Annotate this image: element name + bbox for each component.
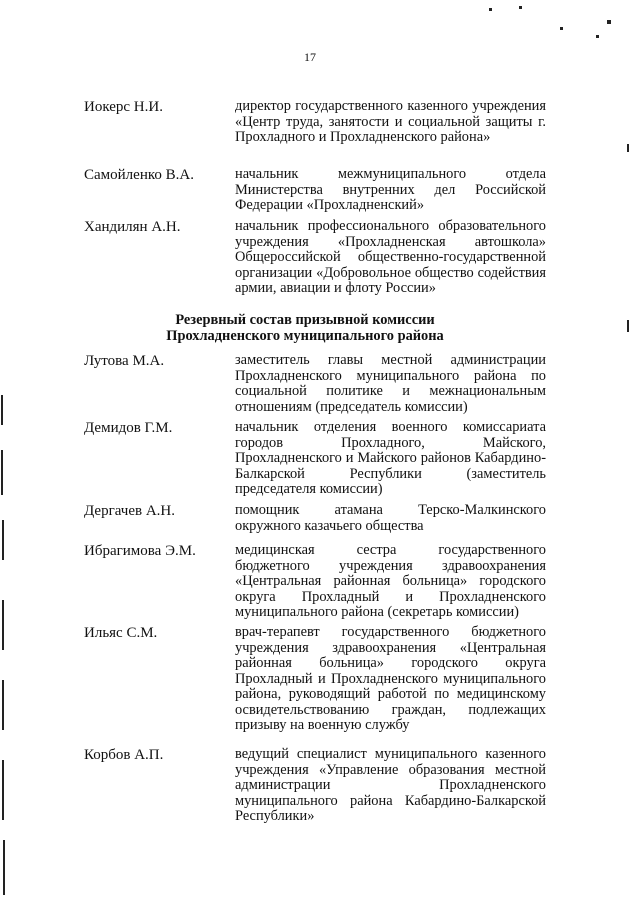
reserve-heading-line2: Прохладненского муниципального района bbox=[166, 327, 444, 344]
member-description: заместитель главы местной администрации Прохладненского муниципального района по социальной политике и межнациональным отношениям (председатель комиссии) bbox=[235, 352, 546, 415]
member-name: Лутова М.А. bbox=[84, 353, 165, 369]
member-description: начальник отделения военного комиссариата городов Прохладного, Майского, Прохладненского и Майского районов Кабардино-Балкарской Республики (заместитель председателя комиссии) bbox=[235, 419, 546, 497]
scan-edge-mark bbox=[2, 600, 4, 650]
member-description: начальник профессионального образовательного учреждения «Прохладненская автошкола» Общероссийской общественно-государственной организации «Добровольное общество содействия армии, авиации и флоту России» bbox=[235, 218, 546, 296]
scan-speck bbox=[596, 35, 599, 38]
member-description: врач-терапевт государственного бюджетного учреждения здравоохранения «Центральная районная больница» городского округа Прохладный и Прохладненского муниципального района, руководящий работой по медицинскому освидетельствованию граждан, подлежащих призыву на военную службу bbox=[235, 624, 546, 733]
scan-speck bbox=[560, 27, 563, 30]
member-description: директор государственного казенного учреждения «Центр труда, занятости и социальной защиты г. Прохладного и Прохладненского района» bbox=[235, 98, 546, 145]
scan-edge-mark bbox=[3, 840, 5, 895]
member-name: Хандилян А.Н. bbox=[84, 219, 181, 235]
reserve-heading bbox=[150, 313, 460, 344]
member-name: Иокерс Н.И. bbox=[84, 99, 163, 115]
member-name: Ибрагимова Э.М. bbox=[84, 543, 196, 559]
member-name: Самойленко В.А. bbox=[84, 167, 194, 183]
scan-speck bbox=[627, 320, 629, 332]
scan-edge-mark bbox=[1, 450, 3, 495]
member-description: помощник атамана Терско-Малкинского окружного казачьего общества bbox=[235, 502, 546, 534]
member-name: Ильяс С.М. bbox=[84, 625, 158, 641]
scan-edge-mark bbox=[1, 395, 3, 425]
member-name: Дергачев А.Н. bbox=[84, 503, 175, 519]
page-number: 17 bbox=[304, 50, 316, 64]
scan-speck bbox=[519, 6, 522, 9]
member-description: медицинская сестра государственного бюджетного учреждения здравоохранения «Центральная районная больница» городского округа Прохладный и Прохладненского муниципального района (секретарь комиссии) bbox=[235, 542, 546, 620]
reserve-heading-line1: Резервный состав призывной комиссии bbox=[175, 312, 435, 328]
scan-edge-mark bbox=[2, 680, 4, 730]
scan-edge-mark bbox=[2, 520, 4, 560]
member-name: Демидов Г.М. bbox=[84, 420, 173, 436]
member-description: ведущий специалист муниципального казенного учреждения «Управление образования местной администрации Прохладненского муниципального района Кабардино-Балкарской Республики» bbox=[235, 746, 546, 824]
scan-speck bbox=[489, 8, 492, 11]
scan-edge-mark bbox=[2, 760, 4, 820]
scan-speck bbox=[627, 144, 629, 152]
member-description: начальник межмуниципального отдела Министерства внутренних дел Российской Федерации «Прохладненский» bbox=[235, 166, 546, 213]
scan-speck bbox=[607, 20, 611, 24]
member-name: Корбов А.П. bbox=[84, 747, 164, 763]
